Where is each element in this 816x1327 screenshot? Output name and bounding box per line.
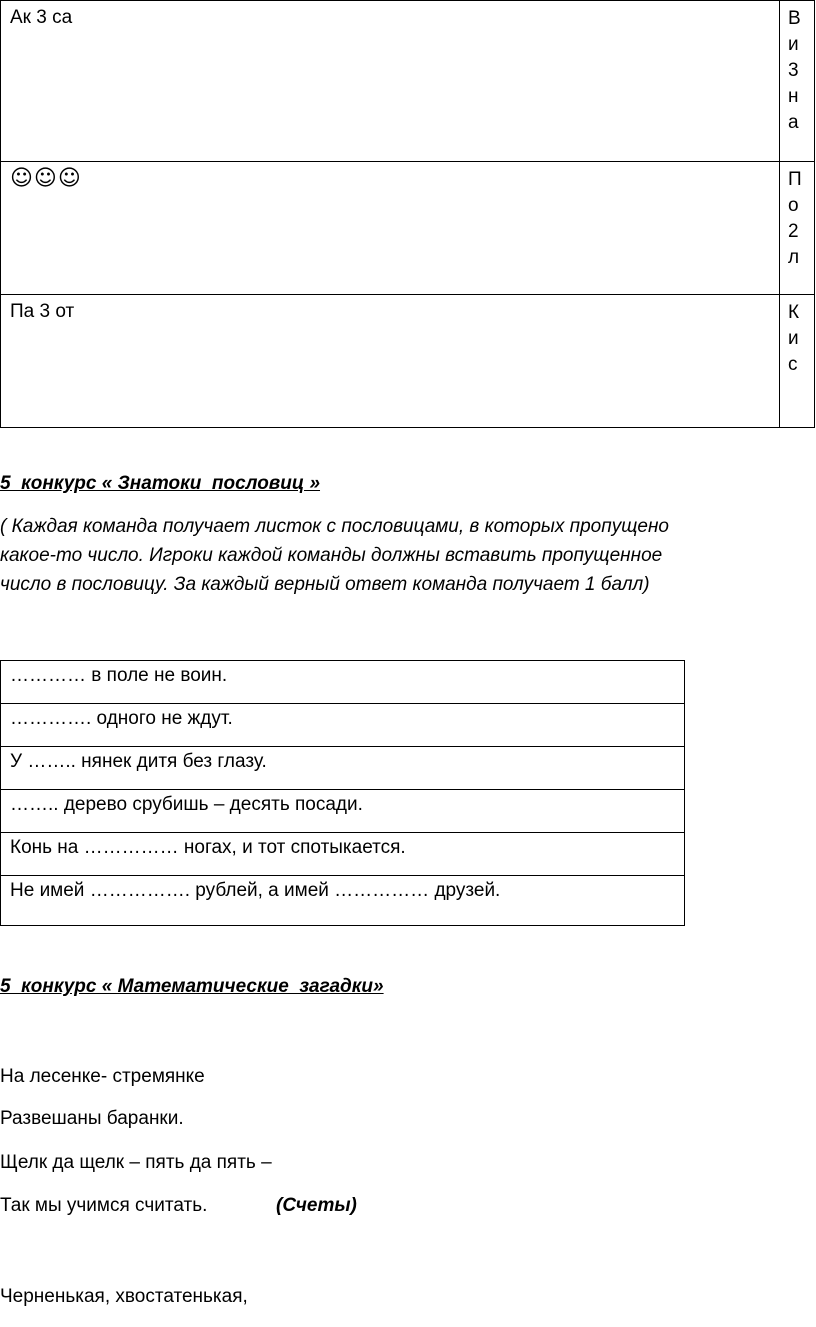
vertical-letter: 2 bbox=[788, 221, 799, 242]
proverbs-table bbox=[0, 660, 685, 926]
vertical-letter: и bbox=[788, 34, 799, 55]
riddle-line: Так мы учимся считать. bbox=[0, 1195, 208, 1216]
proverb-cell: …………. одного не ждут. bbox=[1, 704, 685, 747]
top-table-cell bbox=[1, 1, 780, 162]
vertical-letter: а bbox=[788, 112, 799, 133]
top-table bbox=[0, 0, 815, 428]
instructions-paragraph: ( Каждая команда получает листок с пословицами, в которых пропущено какое-то число. Игроки каждой команды должны вставить пропущенное число в пословицу. За каждый верный ответ команда получает 1 балл) bbox=[0, 516, 669, 595]
vertical-letter: с bbox=[788, 354, 798, 375]
smiley-icons: ☺☺☺ bbox=[10, 166, 82, 191]
vertical-letter: и bbox=[788, 328, 799, 349]
proverb-row bbox=[1, 661, 685, 704]
proverb-cell: ………… в поле не воин. bbox=[1, 661, 685, 704]
cell-text: Па 3 от bbox=[10, 301, 75, 322]
vertical-letters-cell bbox=[780, 162, 815, 295]
vertical-letter: 3 bbox=[788, 60, 799, 81]
proverb-row bbox=[1, 833, 685, 876]
vertical-letters-cell bbox=[780, 1, 815, 162]
proverb-cell: Не имей ……………. рублей, а имей …………… друзей. bbox=[1, 876, 685, 926]
riddle-line: Развешаны баранки. bbox=[0, 1108, 184, 1129]
proverb-row bbox=[1, 876, 685, 926]
vertical-letter: о bbox=[788, 195, 799, 216]
section-heading-riddles: 5 конкурс « Математические загадки» bbox=[0, 976, 384, 997]
top-table-cell bbox=[1, 162, 780, 295]
proverb-row bbox=[1, 747, 685, 790]
proverb-row bbox=[1, 790, 685, 833]
vertical-letter: В bbox=[788, 8, 801, 29]
proverb-cell: У …….. нянек дитя без глазу. bbox=[1, 747, 685, 790]
vertical-letters-cell bbox=[780, 295, 815, 428]
vertical-letter: л bbox=[788, 247, 800, 268]
riddle-answer: (Счеты) bbox=[276, 1195, 357, 1216]
top-table-row bbox=[1, 1, 815, 162]
vertical-letter: П bbox=[788, 169, 802, 190]
proverb-cell: …….. дерево срубишь – десять посади. bbox=[1, 790, 685, 833]
top-table-row bbox=[1, 295, 815, 428]
section-heading-proverbs: 5 конкурс « Знатоки пословиц » bbox=[0, 473, 321, 494]
vertical-letter: н bbox=[788, 86, 799, 107]
top-table-cell bbox=[1, 295, 780, 428]
vertical-letter: К bbox=[788, 302, 800, 323]
riddle-line: На лесенке- стремянке bbox=[0, 1066, 205, 1087]
proverb-cell: Конь на …………… ногах, и тот спотыкается. bbox=[1, 833, 685, 876]
proverb-row bbox=[1, 704, 685, 747]
riddle-line: Щелк да щелк – пять да пять – bbox=[0, 1152, 272, 1173]
cell-text: Ак 3 са bbox=[10, 7, 73, 28]
riddle-line: Черненькая, хвостатенькая, bbox=[0, 1286, 248, 1307]
top-table-row bbox=[1, 162, 815, 295]
